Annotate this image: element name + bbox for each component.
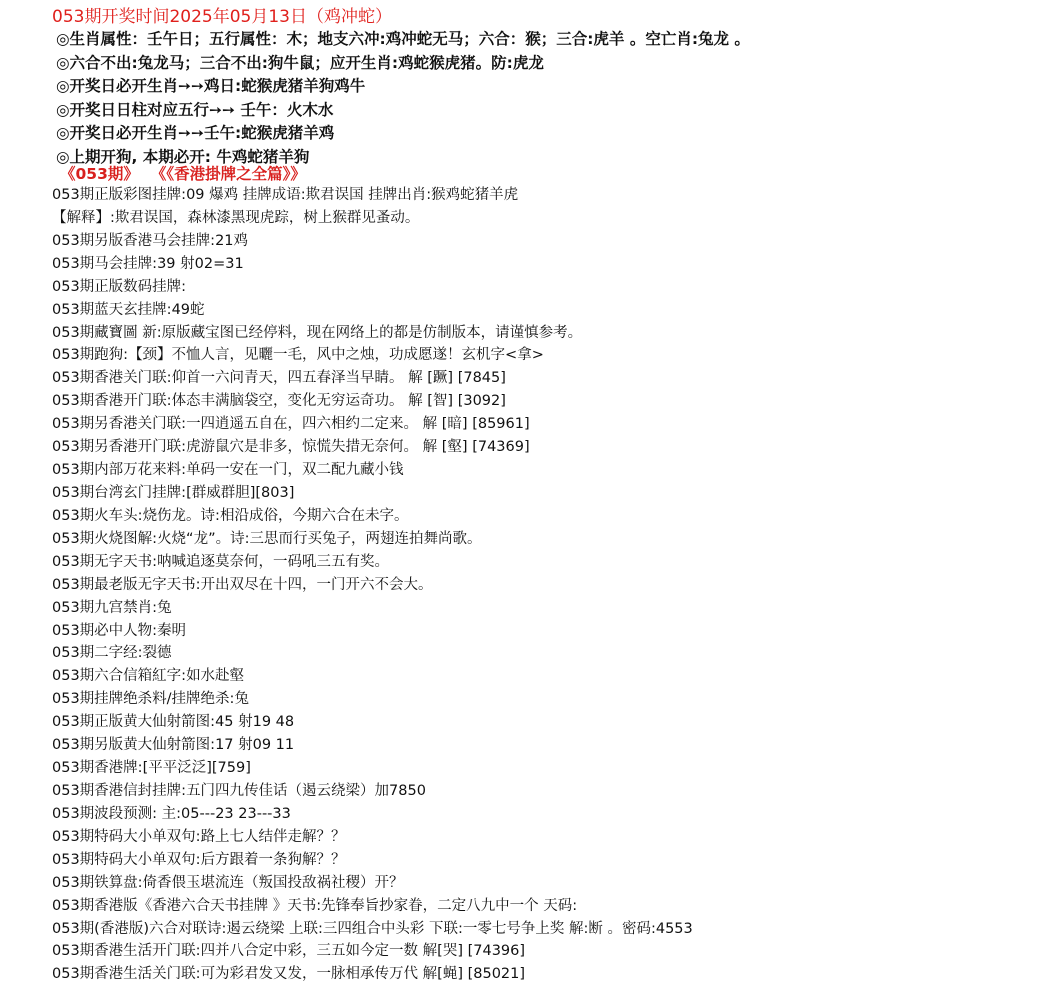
entry-value: 呐喊追逐莫奈何，一码吼三五有奖。 (157, 553, 390, 570)
entry-label: 053期铁算盘: (52, 874, 143, 891)
entry-label: 053期蓝天玄挂牌: (52, 301, 172, 318)
entry-label: 053期波段预测: (52, 805, 158, 822)
entry-value: 《香港六合天书挂牌 》天书:先锋奉旨抄家眷，二定八九中一个 天码: (137, 897, 578, 914)
entry-value: 单码一安在一门，双二配九藏小钱 (186, 462, 404, 479)
entry-value: 仰首一六问青天，四五春泽当早睛。 解 [蹶] [7845] (171, 370, 506, 387)
entry-label: 053期香港生活关门联: (52, 966, 201, 983)
entry-value: [群威群胆][803] (186, 484, 295, 501)
entry-label: 053期香港版 (52, 897, 138, 914)
banner-title: 《《香港掛牌之全篇》》 (150, 165, 306, 183)
entry-value: 裂德 (142, 645, 172, 662)
entry-label: 053期二字经: (52, 645, 143, 662)
list-item (52, 642, 1042, 665)
entry-label: 053期香港生活开门联: (52, 943, 201, 960)
entry-value: 烧伤龙。诗:相沿成俗，今期六合在未字。 (142, 507, 409, 524)
day-pillar-elements-line: ◎开奖日日柱对应五行➙➙ 壬午：火木水 (56, 100, 334, 119)
section-banner (60, 163, 306, 185)
list-item (52, 734, 1042, 757)
entry-label: 053期香港信封挂牌: (52, 782, 187, 799)
list-item (52, 826, 1042, 849)
list-item (52, 436, 1042, 459)
list-item (52, 895, 1042, 918)
entry-label: 053期内部万花来料: (52, 462, 187, 479)
list-item (52, 872, 1042, 895)
entry-value: 虎游鼠穴是非多，惊慌失措无奈何。 解 [壑] [74369] (186, 439, 530, 456)
list-item (52, 963, 1042, 986)
entry-value: 路上七人结伴走解？？ (200, 828, 346, 845)
entry-label: 053期香港关门联: (52, 370, 172, 387)
draw-info-section (56, 28, 1036, 170)
must-open-renwu-line: ◎开奖日必开生肖➙➙壬午:蛇猴虎猪羊鸡 (56, 124, 335, 143)
entry-value: 倚香偎玉堪流连（叛国投敌祸社稷）开？ (142, 874, 404, 891)
list-item (52, 390, 1042, 413)
list-item (52, 459, 1042, 482)
list-item (52, 918, 1042, 941)
entry-value: 原版藏宝图已经停料，现在网络上的都是仿制版本，请谨慎参考。 (161, 324, 583, 341)
list-item (52, 528, 1042, 551)
entry-label: 053期挂牌绝杀料/挂牌绝杀: (52, 691, 235, 708)
entry-value: 遏云绕梁 上联:三四组合中头彩 下联:一零七号争上奖 解:断 。密码:4553 (226, 920, 693, 937)
entry-label: 053期另版香港马会挂牌: (52, 232, 216, 249)
list-item (52, 230, 1042, 253)
entry-value: 开出双尽在十四，一门开六不会大。 (200, 576, 433, 593)
entry-value: 39 射02=31 (157, 255, 244, 272)
entry-value: 45 射19 48 (215, 714, 295, 731)
entry-value: 【颈】不恤人言，见曬一毛，风中之烛，功成愿遂！玄机字<拿> (128, 347, 544, 364)
list-item (52, 780, 1042, 803)
list-item (52, 367, 1042, 390)
entry-value: 21鸡 (215, 232, 249, 249)
entry-label: 053期另香港关门联: (52, 416, 187, 433)
list-item (52, 757, 1042, 780)
entry-value: 火烧“龙”。诗:三思而行买兔子，两翅连拍舞尚歌。 (157, 530, 482, 547)
list-item (52, 574, 1042, 597)
entry-label: 053期(香港版)六合对联诗: (52, 920, 227, 937)
list-item (52, 299, 1042, 322)
list-item (52, 620, 1042, 643)
list-item (52, 344, 1042, 367)
list-item (52, 276, 1042, 299)
entry-label: 053期香港牌: (52, 760, 143, 777)
list-item (52, 597, 1042, 620)
entry-value: 49蛇 (171, 301, 205, 318)
entry-value: 四并八合定中彩，三五如今定一数 解[哭] [74396] (200, 943, 526, 960)
entry-label: 053期香港开门联: (52, 393, 172, 410)
entry-label: 053期马会挂牌: (52, 255, 158, 272)
entry-label: 053期必中人物: (52, 622, 158, 639)
list-item (52, 207, 1042, 230)
entry-value: [平平泛泛][759] (142, 760, 251, 777)
must-open-rooster-day-line: ◎开奖日必开生肖➙➙鸡日:蛇猴虎猪羊狗鸡牛 (56, 77, 366, 96)
entry-value: 主:05---23 23---33 (157, 805, 291, 822)
entry-label: 053期另香港开门联: (52, 439, 187, 456)
entry-value: 兔 (157, 599, 172, 616)
entry-value: 09 爆鸡 挂牌成语:欺君误国 挂牌出肖:猴鸡蛇猪羊虎 (186, 187, 519, 203)
list-item (52, 253, 1042, 276)
entry-label: 053期无字天书: (52, 553, 158, 570)
entry-label: 053期火车头: (52, 507, 143, 524)
draw-title: 053期开奖时间2025年05月13日（鸡冲蛇） (52, 7, 392, 27)
list-item (52, 551, 1042, 574)
list-item (52, 322, 1042, 345)
entry-value: 欺君误国，森林漆黑现虎踪，树上猴群见蚤动。 (114, 209, 420, 226)
list-item (52, 688, 1042, 711)
entry-label: 053期正版彩图挂牌: (52, 187, 187, 203)
entry-value: 后方跟着一条狗解？？ (200, 851, 346, 868)
entry-label: 053期台湾玄门挂牌: (52, 484, 187, 501)
list-item (52, 803, 1042, 826)
entries-list (52, 184, 1042, 986)
list-item (52, 413, 1042, 436)
list-item (52, 184, 1042, 207)
entry-value: 兔 (234, 691, 249, 708)
entry-value: 如水赴壑 (186, 668, 245, 685)
entry-value: 五门四九传佳话（遏云绕梁）加7850 (186, 782, 426, 799)
entry-value: 体态丰满脑袋空，变化无穷运奇功。 解 [智] [3092] (171, 393, 506, 410)
entry-label: 053期藏寶圖 新: (52, 324, 162, 341)
list-item (52, 849, 1042, 872)
entry-value: 一四逍遥五自在，四六相约二定来。 解 [暗] [85961] (186, 416, 530, 433)
entry-label: 053期火烧图解: (52, 530, 158, 547)
list-item (52, 665, 1042, 688)
entry-label: 053期正版黄大仙射箭图: (52, 714, 216, 731)
entry-label: 053期六合信箱紅字: (52, 668, 187, 685)
entry-label: 053期另版黄大仙射箭图: (52, 737, 216, 754)
list-item (52, 482, 1042, 505)
list-item (52, 711, 1042, 734)
entry-label: 053期九宫禁肖: (52, 599, 158, 616)
entry-value: 可为彩君发又发，一脉相承传万代 解[蝇] [85021] (200, 966, 526, 983)
entry-value: 秦明 (157, 622, 187, 639)
entry-label: 053期正版数码挂牌: (52, 278, 187, 295)
entry-label: 【解释】: (52, 209, 115, 226)
entry-label: 053期特码大小单双句: (52, 851, 201, 868)
entry-label: 053期特码大小单双句: (52, 828, 201, 845)
entry-label: 053期跑狗: (52, 347, 129, 364)
zodiac-attributes-line: ◎生肖属性：壬午日；五行属性：木；地支六冲:鸡冲蛇无马；六合：猴；三合:虎羊 。空亡肖:兔龙 。 (56, 30, 750, 48)
entry-value: 17 射09 11 (215, 737, 295, 754)
six-harmony-line: ◎六合不出:兔龙马；三合不出:狗牛鼠；应开生肖:鸡蛇猴虎猪。防:虎龙 (56, 53, 544, 72)
last-draw-line: ◎上期开狗, 本期必开: 牛鸡蛇猪羊狗 (56, 147, 310, 166)
banner-issue: 《053期》 (60, 165, 139, 183)
list-item (52, 505, 1042, 528)
list-item (52, 940, 1042, 963)
entry-label: 053期最老版无字天书: (52, 576, 201, 593)
